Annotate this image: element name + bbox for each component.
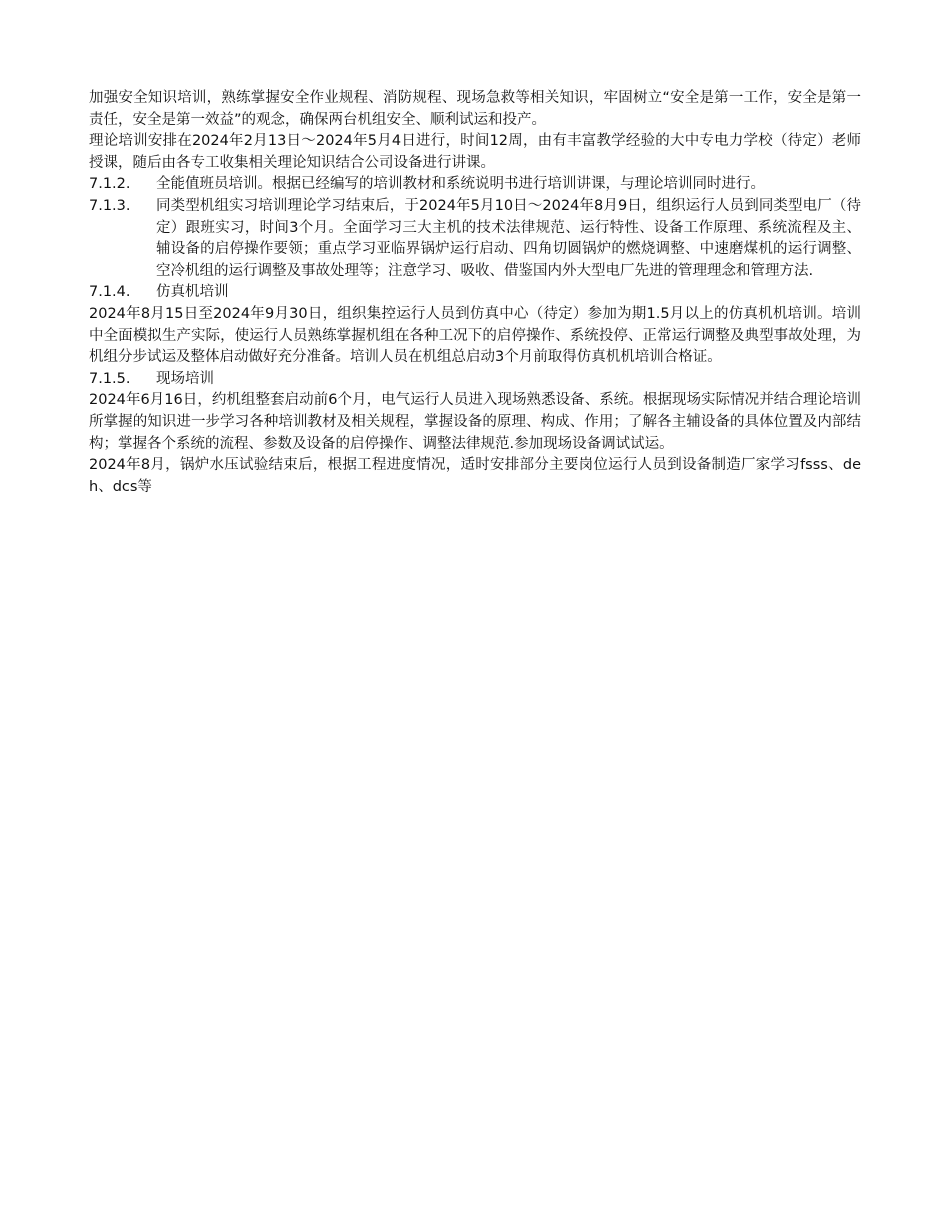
paragraph-theory-training: 理论培训安排在2024年2月13日～2024年5月4日进行，时间12周，由有丰富教学经验的大中专电力学校（待定）老师授课，随后由各专工收集相关理论知识结合公司设备进行讲课。 [89,133,861,171]
section-text: 全能值班员培训。根据已经编写的培训教材和系统说明书进行培训讲课，与理论培训同时进行。 [156,176,765,193]
paragraph-factory-training: 2024年8月，锅炉水压试验结束后，根据工程进度情况，适时安排部分主要岗位运行人员到设备制造厂家学习fsss、deh、dcs等 [89,457,861,495]
paragraph-simulator-training: 2024年8月15日至2024年9月30日，组织集控运行人员到仿真中心（待定）参加为期1.5月以上的仿真机机培训。培训中全面模拟生产实际，使运行人员熟练掌握机组在各种工况下的启停操作、系统投停、正常运行调整及典型事故处理，为机组分步试运及整体启动做好充分准备。培训人员在机组总启动3个月前取得仿真机机培训合格证。 [89,305,861,366]
section-number: 7.1.3. [89,197,131,214]
document-page [89,88,861,498]
section-number: 7.1.2. [89,176,131,193]
section-number: 7.1.4. [89,284,131,301]
section-7-1-3 [89,196,861,282]
section-7-1-4-heading [89,282,861,304]
section-7-1-2 [89,174,861,196]
section-title: 仿真机培训 [156,284,229,301]
section-title: 现场培训 [156,370,214,387]
section-7-1-5-heading [89,369,861,391]
section-number: 7.1.5. [89,370,131,387]
paragraph-onsite-training: 2024年6月16日，约机组整套启动前6个月，电气运行人员进入现场熟悉设备、系统。根据现场实际情况并结合理论培训所掌握的知识进一步学习各种培训教材及相关规程，掌握设备的原理、构成、作用；了解各主辅设备的具体位置及内部结构；掌握各个系统的流程、参数及设备的启停操作、调整法律规范.参加现场设备调试试运。 [89,392,861,452]
paragraph-safety-training: 加强安全知识培训，熟练掌握安全作业规程、消防规程、现场急救等相关知识，牢固树立“安全是第一工作，安全是第一责任，安全是第一效益”的观念，确保两台机组安全、顺利试运和投产。 [89,90,861,128]
section-text: 同类型机组实习培训理论学习结束后，于2024年5月10日～2024年8月9日，组织运行人员到同类型电厂（待定）跟班实习，时间3个月。全面学习三大主机的技术法律规范、运行特性、设备工作原理、系统流程及主、辅设备的启停操作要领；重点学习亚临界锅炉运行启动、四角切圆锅炉的燃烧调整、中速磨煤机的运行调整、空冷机组的运行调整及事故处理等；注意学习、吸收、借鉴国内外大型电厂先进的管理理念和管理方法. [156,197,861,279]
